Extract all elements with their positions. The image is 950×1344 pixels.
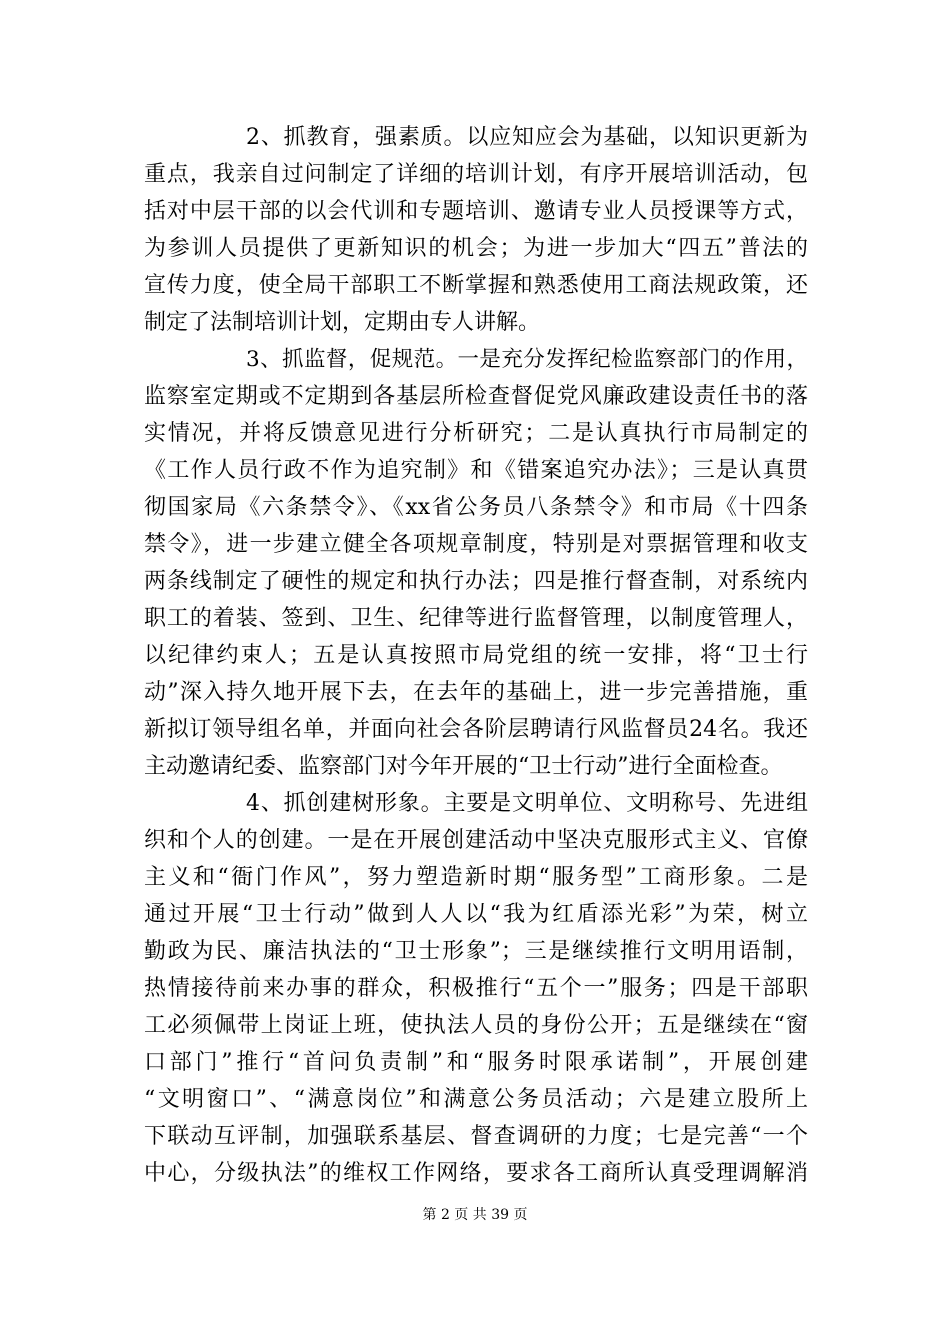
text-line: 工必须佩带上岗证上班，使执法人员的身份公开；五是继续在“窗	[144, 1013, 808, 1038]
text-line: 3、抓监督，促规范。一是充分发挥纪检监察部门的作用，	[246, 347, 808, 372]
text-line: 下联动互评制，加强联系基层、督查调研的力度；七是完善“一个	[144, 1124, 808, 1149]
text-line: 主动邀请纪委、监察部门对今年开展的“卫士行动”进行全面检查。	[144, 754, 783, 779]
text-line: 中心，分级执法”的维权工作网络，要求各工商所认真受理调解消	[144, 1161, 808, 1186]
text-line: 彻国家局《六条禁令》、《xx省公务员八条禁令》和市局《十四条	[144, 495, 808, 520]
text-line: “文明窗口”、“满意岗位”和满意公务员活动；六是建立股所上	[144, 1087, 808, 1112]
text-line: 口部门”推行“首问负责制”和“服务时限承诺制”，开展创建	[144, 1050, 808, 1075]
text-line: 重点，我亲自过问制定了详细的培训计划，有序开展培训活动，包	[144, 162, 808, 187]
text-line: 动”深入持久地开展下去，在去年的基础上，进一步完善措施，重	[144, 680, 808, 705]
text-line: 织和个人的创建。一是在开展创建活动中坚决克服形式主义、官僚	[144, 828, 808, 853]
text-line: 2、抓教育，强素质。以应知应会为基础，以知识更新为	[246, 125, 808, 150]
text-line: 《工作人员行政不作为追究制》和《错案追究办法》；三是认真贯	[144, 458, 808, 483]
text-line: 通过开展“卫士行动”做到人人以“我为红盾添光彩”为荣，树立	[144, 902, 808, 927]
text-line: 括对中层干部的以会代训和专题培训、邀请专业人员授课等方式，	[144, 199, 808, 224]
text-line: 新拟订领导组名单，并面向社会各阶层聘请行风监督员24名。我还	[144, 717, 808, 742]
text-line: 监察室定期或不定期到各基层所检查督促党风廉政建设责任书的落	[144, 384, 808, 409]
text-line: 勤政为民、廉洁执法的“卫士形象”；三是继续推行文明用语制，	[144, 939, 808, 964]
text-line: 实情况，并将反馈意见进行分析研究；二是认真执行市局制定的	[144, 421, 808, 446]
text-line: 以纪律约束人；五是认真按照市局党组的统一安排，将“卫士行	[144, 643, 808, 668]
text-line: 两条线制定了硬性的规定和执行办法；四是推行督查制，对系统内	[144, 569, 808, 594]
text-line: 主义和“衙门作风”，努力塑造新时期“服务型”工商形象。二是	[144, 865, 808, 890]
text-line: 职工的着装、签到、卫生、纪律等进行监督管理，以制度管理人，	[144, 606, 808, 631]
text-line: 4、抓创建树形象。主要是文明单位、文明称号、先进组	[246, 791, 808, 816]
text-line: 为参训人员提供了更新知识的机会；为进一步加大“四五”普法的	[144, 236, 808, 261]
text-line: 热情接待前来办事的群众，积极推行“五个一”服务；四是干部职	[144, 976, 808, 1001]
page-number-footer: 第 2 页 共 39 页	[422, 1207, 528, 1223]
text-line: 制定了法制培训计划，定期由专人讲解。	[144, 310, 541, 335]
text-line: 禁令》，进一步建立健全各项规章制度，特别是对票据管理和收支	[144, 532, 808, 557]
text-line: 宣传力度，使全局干部职工不断掌握和熟悉使用工商法规政策，还	[144, 273, 808, 298]
